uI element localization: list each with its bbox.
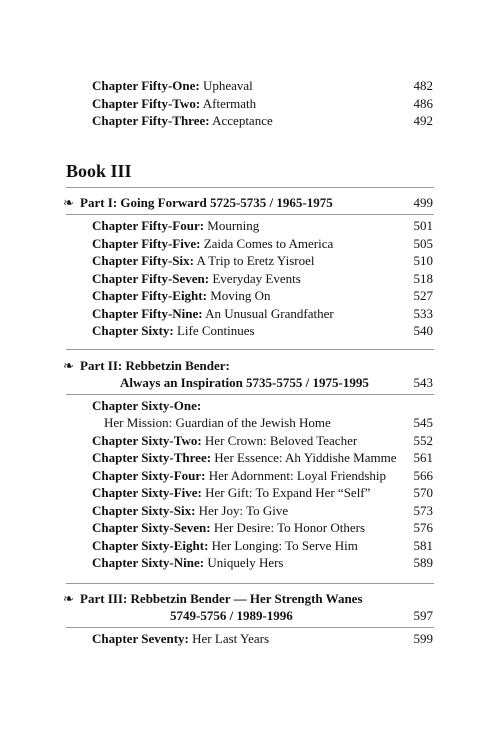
chapter-title: Her Mission: Guardian of the Jewish Home	[104, 415, 331, 430]
toc-entry	[0, 305, 500, 323]
page-number: 599	[413, 631, 433, 646]
chapter-title: Life Continues	[176, 323, 255, 338]
part-heading	[0, 194, 500, 212]
chapter-label: Chapter Seventy:	[92, 631, 189, 646]
chapter-title: Her Gift: To Expand Her “Self”	[205, 485, 371, 500]
part-subtitle-row	[0, 607, 500, 625]
chapter-label: Chapter Sixty-Six:	[92, 503, 196, 518]
chapter-title: Her Last Years	[192, 631, 270, 646]
toc-entry	[0, 449, 500, 467]
divider	[66, 583, 434, 584]
page-number: 573	[413, 503, 433, 518]
page-number: 501	[413, 218, 433, 233]
part-subtitle-row	[0, 374, 500, 392]
page-number: 597	[413, 608, 433, 623]
fleuron-icon: ❧	[63, 195, 74, 210]
chapter-label: Chapter Sixty:	[92, 323, 174, 338]
chapter-title: Uniquely Hers	[207, 555, 284, 570]
toc-entry	[0, 467, 500, 485]
chapter-title: Mourning	[207, 218, 260, 233]
chapter-label: Chapter Fifty-Three:	[92, 113, 210, 128]
toc-entry	[0, 287, 500, 305]
chapter-label: Chapter Sixty-Three:	[92, 450, 212, 465]
chapter-title: Moving On	[210, 288, 271, 303]
page-number: 518	[413, 271, 433, 286]
page-number: 570	[413, 485, 433, 500]
page-number: 486	[413, 96, 433, 111]
book-heading: Book III	[66, 161, 132, 181]
chapter-label: Chapter Sixty-Five:	[92, 485, 202, 500]
part-title: Part II: Rebbetzin Bender:	[80, 358, 230, 373]
page-number: 499	[413, 195, 433, 210]
fleuron-icon: ❧	[63, 591, 74, 606]
toc-entry	[0, 432, 500, 450]
divider	[66, 349, 434, 350]
chapter-title: Her Longing: To Serve Him	[211, 538, 358, 553]
fleuron-icon: ❧	[63, 358, 74, 373]
chapter-title: Acceptance	[212, 113, 273, 128]
divider	[66, 214, 434, 215]
divider	[66, 627, 434, 628]
page-number: 540	[413, 323, 433, 338]
toc-entry	[0, 630, 500, 648]
chapter-label: Chapter Sixty-Seven:	[92, 520, 211, 535]
toc-entry-continued	[0, 414, 500, 432]
chapter-label: Chapter Sixty-Four:	[92, 468, 206, 483]
page-number: 527	[413, 288, 433, 303]
page-number: 552	[413, 433, 433, 448]
chapter-label: Chapter Fifty-Four:	[92, 218, 205, 233]
toc-entry	[0, 519, 500, 537]
chapter-title: Zaida Comes to America	[203, 236, 334, 251]
chapter-label: Chapter Sixty-Eight:	[92, 538, 209, 553]
page-number: 561	[413, 450, 433, 465]
page-number: 510	[413, 253, 433, 268]
chapter-title: An Unusual Grandfather	[205, 306, 334, 321]
chapter-label: Chapter Fifty-Two:	[92, 96, 201, 111]
toc-entry	[0, 112, 500, 130]
page-number: 533	[413, 306, 433, 321]
page-number: 545	[413, 415, 433, 430]
chapter-title: A Trip to Eretz Yisroel	[196, 253, 315, 268]
chapter-label: Chapter Fifty-Nine:	[92, 306, 203, 321]
part-heading	[0, 590, 500, 608]
page-number: 566	[413, 468, 433, 483]
toc-entry	[0, 322, 500, 340]
chapter-label: Chapter Sixty-Nine:	[92, 555, 205, 570]
toc-entry	[0, 270, 500, 288]
toc-entry	[0, 484, 500, 502]
toc-entry	[0, 95, 500, 113]
part-subtitle: 5749-5756 / 1989-1996	[170, 608, 293, 623]
chapter-title: Aftermath	[202, 96, 257, 111]
chapter-title: Her Crown: Beloved Teacher	[204, 433, 358, 448]
page-number: 576	[413, 520, 433, 535]
chapter-title: Upheaval	[202, 78, 253, 93]
part-title: Part I: Going Forward 5725-5735 / 1965-1975	[80, 195, 333, 210]
page-number: 482	[413, 78, 433, 93]
page-number: 589	[413, 555, 433, 570]
toc-entry	[0, 252, 500, 270]
page-number: 505	[413, 236, 433, 251]
chapter-label: Chapter Sixty-One:	[92, 398, 202, 413]
page-number: 543	[413, 375, 433, 390]
chapter-title: Her Adornment: Loyal Friendship	[208, 468, 387, 483]
toc-entry	[0, 554, 500, 572]
chapter-title: Her Desire: To Honor Others	[213, 520, 366, 535]
part-subtitle: Always an Inspiration 5735-5755 / 1975-1995	[120, 375, 369, 390]
chapter-label: Chapter Sixty-Two:	[92, 433, 202, 448]
divider	[66, 187, 434, 188]
toc-entry	[0, 397, 500, 415]
toc-entry	[0, 235, 500, 253]
part-title: Part III: Rebbetzin Bender — Her Strength Wanes	[80, 591, 363, 606]
toc-entry	[0, 217, 500, 235]
part-heading	[0, 357, 500, 375]
divider	[66, 394, 434, 395]
chapter-title: Her Essence: Ah Yiddishe Mamme	[214, 450, 397, 465]
chapter-label: Chapter Fifty-Eight:	[92, 288, 207, 303]
toc-entry	[0, 537, 500, 555]
chapter-label: Chapter Fifty-One:	[92, 78, 200, 93]
chapter-label: Chapter Fifty-Five:	[92, 236, 201, 251]
chapter-label: Chapter Fifty-Six:	[92, 253, 194, 268]
toc-entry	[0, 77, 500, 95]
page-number: 492	[413, 113, 433, 128]
chapter-title: Her Joy: To Give	[198, 503, 289, 518]
page-number: 581	[413, 538, 433, 553]
chapter-title: Everyday Events	[212, 271, 301, 286]
chapter-label: Chapter Fifty-Seven:	[92, 271, 210, 286]
toc-entry	[0, 502, 500, 520]
